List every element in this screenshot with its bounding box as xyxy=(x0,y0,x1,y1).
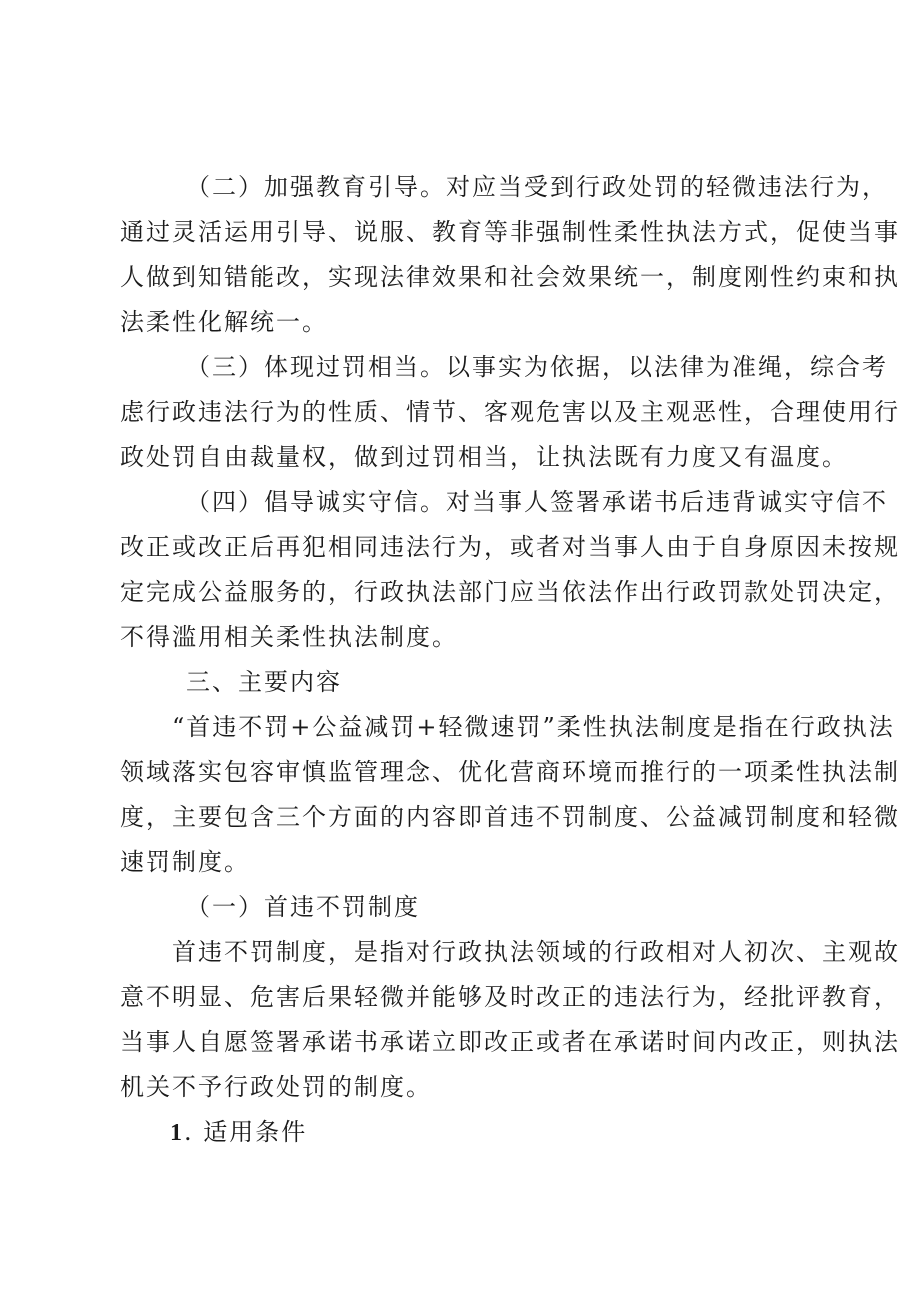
paragraph-line: 政处罚自由裁量权，做到过罚相当，让执法既有力度又有温度。 xyxy=(120,443,848,471)
paragraph-line: 领域落实包容审慎监管理念、优化营商环境而推行的一项柔性执法制 xyxy=(120,758,900,786)
paragraph-line: 虑行政违法行为的性质、情节、客观危害以及主观恶性，合理使用行 xyxy=(120,398,900,426)
paragraph-line: （二）加强教育引导。对应当受到行政处罚的轻微违法行为， xyxy=(186,173,888,201)
paragraph-line: “首违不罚+公益减罚+轻微速罚”柔性执法制度是指在行政执法 xyxy=(172,713,895,741)
subsection-heading: （一）首违不罚制度 xyxy=(186,893,420,921)
paragraph-line: 不得滥用相关柔性执法制度。 xyxy=(120,623,458,651)
paragraph-line: 首违不罚制度，是指对行政执法领域的行政相对人初次、主观故 xyxy=(172,938,900,966)
paragraph-line: 意不明显、危害后果轻微并能够及时改正的违法行为，经批评教育， xyxy=(120,983,900,1011)
heading-number: 1 xyxy=(170,1120,184,1146)
paragraph-line: 速罚制度。 xyxy=(120,848,250,876)
paragraph-line: （四）倡导诚实守信。对当事人签署承诺书后违背诚实守信不 xyxy=(186,488,888,516)
paragraph-line: 度，主要包含三个方面的内容即首违不罚制度、公益减罚制度和轻微 xyxy=(120,803,900,831)
paragraph-line: 当事人自愿签署承诺书承诺立即改正或者在承诺时间内改正，则执法 xyxy=(120,1028,900,1056)
paragraph-line: 定完成公益服务的，行政执法部门应当依法作出行政罚款处罚决定， xyxy=(120,578,900,606)
paragraph-line: 法柔性化解统一。 xyxy=(120,308,328,336)
paragraph-line: 改正或改正后再犯相同违法行为，或者对当事人由于自身原因未按规 xyxy=(120,533,900,561)
paragraph-line: （三）体现过罚相当。以事实为依据，以法律为准绳，综合考 xyxy=(186,353,888,381)
paragraph-line: 人做到知错能改，实现法律效果和社会效果统一，制度刚性约束和执 xyxy=(120,263,900,291)
numbered-heading xyxy=(170,1115,870,1150)
paragraph-line: 通过灵活运用引导、说服、教育等非强制性柔性执法方式，促使当事 xyxy=(120,218,900,246)
heading-text: . 适用条件 xyxy=(184,1118,308,1146)
section-heading: 三、主要内容 xyxy=(186,668,342,696)
paragraph-line: 机关不予行政处罚的制度。 xyxy=(120,1073,432,1101)
